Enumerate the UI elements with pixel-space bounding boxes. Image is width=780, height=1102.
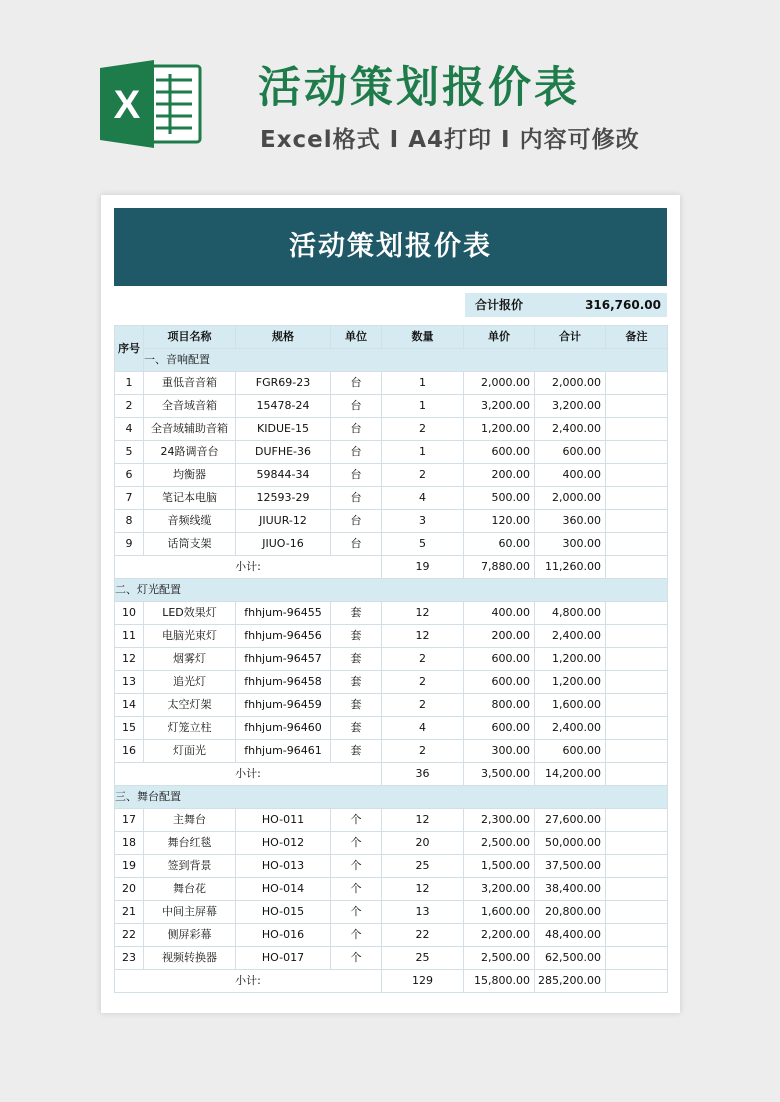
table-row — [115, 372, 668, 395]
row-amount: 2,000.00 — [535, 487, 606, 510]
row-name: 太空灯架 — [144, 694, 236, 717]
row-amount: 300.00 — [535, 533, 606, 556]
row-unit: 个 — [331, 878, 382, 901]
row-name: 全音域辅助音箱 — [144, 418, 236, 441]
table-row — [115, 464, 668, 487]
svg-text:X: X — [113, 83, 141, 127]
header-unit: 单位 — [331, 326, 382, 349]
row-spec: JIUUR-12 — [236, 510, 331, 533]
row-seq: 9 — [115, 533, 144, 556]
row-name: 重低音音箱 — [144, 372, 236, 395]
row-spec: HO-014 — [236, 878, 331, 901]
row-unit: 台 — [331, 372, 382, 395]
subtotal-qty: 129 — [382, 970, 464, 993]
row-remark — [606, 487, 668, 510]
row-name: 视频转换器 — [144, 947, 236, 970]
row-unit: 台 — [331, 464, 382, 487]
row-name: 舞台红毯 — [144, 832, 236, 855]
row-amount: 3,200.00 — [535, 395, 606, 418]
subtotal-label: 小计: — [115, 970, 382, 993]
row-unit: 台 — [331, 418, 382, 441]
row-qty: 4 — [382, 717, 464, 740]
row-name: 烟雾灯 — [144, 648, 236, 671]
row-price: 600.00 — [464, 717, 535, 740]
row-price: 500.00 — [464, 487, 535, 510]
subtotal-remark — [606, 763, 668, 786]
row-seq: 14 — [115, 694, 144, 717]
row-qty: 12 — [382, 602, 464, 625]
row-unit: 套 — [331, 717, 382, 740]
row-name: 灯面光 — [144, 740, 236, 763]
row-name: 全音域音箱 — [144, 395, 236, 418]
row-qty: 1 — [382, 372, 464, 395]
subtotal-row — [115, 970, 668, 993]
row-spec: JIUO-16 — [236, 533, 331, 556]
header-amount: 合计 — [535, 326, 606, 349]
row-price: 800.00 — [464, 694, 535, 717]
row-spec: fhhjum-96460 — [236, 717, 331, 740]
row-seq: 13 — [115, 671, 144, 694]
row-remark — [606, 947, 668, 970]
table-row — [115, 832, 668, 855]
row-amount: 4,800.00 — [535, 602, 606, 625]
row-qty: 2 — [382, 464, 464, 487]
row-qty: 2 — [382, 648, 464, 671]
row-spec: fhhjum-96456 — [236, 625, 331, 648]
row-amount: 1,200.00 — [535, 648, 606, 671]
subtotal-remark — [606, 556, 668, 579]
row-unit: 个 — [331, 855, 382, 878]
row-name: 签到背景 — [144, 855, 236, 878]
subtotal-row — [115, 763, 668, 786]
row-spec: HO-013 — [236, 855, 331, 878]
row-remark — [606, 809, 668, 832]
row-remark — [606, 625, 668, 648]
row-name: 电脑光束灯 — [144, 625, 236, 648]
row-name: 追光灯 — [144, 671, 236, 694]
table-row — [115, 947, 668, 970]
row-price: 600.00 — [464, 671, 535, 694]
row-remark — [606, 464, 668, 487]
section-row — [115, 786, 668, 809]
row-price: 2,500.00 — [464, 832, 535, 855]
subtotal-price: 3,500.00 — [464, 763, 535, 786]
table-row — [115, 441, 668, 464]
table-row — [115, 740, 668, 763]
row-spec: fhhjum-96459 — [236, 694, 331, 717]
subtotal-price: 15,800.00 — [464, 970, 535, 993]
table-row — [115, 901, 668, 924]
row-name: 均衡器 — [144, 464, 236, 487]
excel-logo-icon — [98, 58, 204, 150]
row-qty: 1 — [382, 395, 464, 418]
row-price: 3,200.00 — [464, 878, 535, 901]
row-remark — [606, 740, 668, 763]
row-amount: 600.00 — [535, 740, 606, 763]
row-qty: 2 — [382, 740, 464, 763]
subtotal-label: 小计: — [115, 763, 382, 786]
row-unit: 套 — [331, 671, 382, 694]
row-name: 24路调音台 — [144, 441, 236, 464]
row-qty: 2 — [382, 671, 464, 694]
row-spec: 59844-34 — [236, 464, 331, 487]
row-price: 600.00 — [464, 648, 535, 671]
table-row — [115, 510, 668, 533]
row-unit: 台 — [331, 533, 382, 556]
row-qty: 25 — [382, 855, 464, 878]
row-qty: 3 — [382, 510, 464, 533]
row-amount: 50,000.00 — [535, 832, 606, 855]
row-qty: 5 — [382, 533, 464, 556]
row-price: 200.00 — [464, 625, 535, 648]
row-remark — [606, 717, 668, 740]
row-qty: 12 — [382, 809, 464, 832]
subtotal-remark — [606, 970, 668, 993]
row-price: 3,200.00 — [464, 395, 535, 418]
section-row — [115, 579, 668, 602]
table-row — [115, 625, 668, 648]
row-price: 300.00 — [464, 740, 535, 763]
table-row — [115, 855, 668, 878]
row-unit: 套 — [331, 625, 382, 648]
row-seq: 16 — [115, 740, 144, 763]
row-unit: 个 — [331, 809, 382, 832]
row-seq: 1 — [115, 372, 144, 395]
row-price: 1,500.00 — [464, 855, 535, 878]
row-qty: 12 — [382, 625, 464, 648]
table-row — [115, 533, 668, 556]
row-seq: 20 — [115, 878, 144, 901]
table-row — [115, 694, 668, 717]
row-name: 侧屏彩幕 — [144, 924, 236, 947]
section-title: 一、音响配置 — [144, 349, 668, 372]
row-spec: 15478-24 — [236, 395, 331, 418]
row-amount: 2,000.00 — [535, 372, 606, 395]
row-qty: 2 — [382, 418, 464, 441]
row-unit: 个 — [331, 924, 382, 947]
row-amount: 1,200.00 — [535, 671, 606, 694]
row-seq: 18 — [115, 832, 144, 855]
row-amount: 2,400.00 — [535, 418, 606, 441]
row-seq: 5 — [115, 441, 144, 464]
row-price: 200.00 — [464, 464, 535, 487]
row-price: 1,200.00 — [464, 418, 535, 441]
row-name: 灯笼立柱 — [144, 717, 236, 740]
row-price: 400.00 — [464, 602, 535, 625]
row-unit: 个 — [331, 947, 382, 970]
row-qty: 22 — [382, 924, 464, 947]
row-remark — [606, 901, 668, 924]
row-qty: 2 — [382, 694, 464, 717]
row-remark — [606, 418, 668, 441]
row-seq: 12 — [115, 648, 144, 671]
row-price: 2,300.00 — [464, 809, 535, 832]
row-qty: 20 — [382, 832, 464, 855]
row-qty: 1 — [382, 441, 464, 464]
promo-title: 活动策划报价表 — [258, 63, 580, 113]
row-spec: 12593-29 — [236, 487, 331, 510]
row-remark — [606, 671, 668, 694]
subtotal-amount: 285,200.00 — [535, 970, 606, 993]
row-price: 120.00 — [464, 510, 535, 533]
row-spec: fhhjum-96458 — [236, 671, 331, 694]
row-amount: 2,400.00 — [535, 625, 606, 648]
row-seq: 4 — [115, 418, 144, 441]
row-qty: 4 — [382, 487, 464, 510]
sheet-title-banner: 活动策划报价表 — [114, 208, 667, 286]
row-price: 2,000.00 — [464, 372, 535, 395]
row-spec: fhhjum-96461 — [236, 740, 331, 763]
row-amount: 400.00 — [535, 464, 606, 487]
row-qty: 12 — [382, 878, 464, 901]
subtotal-qty: 36 — [382, 763, 464, 786]
table-row — [115, 717, 668, 740]
row-amount: 27,600.00 — [535, 809, 606, 832]
row-remark — [606, 441, 668, 464]
header-remark: 备注 — [606, 326, 668, 349]
table-row — [115, 924, 668, 947]
row-spec: HO-017 — [236, 947, 331, 970]
subtotal-amount: 14,200.00 — [535, 763, 606, 786]
row-amount: 20,800.00 — [535, 901, 606, 924]
row-unit: 套 — [331, 740, 382, 763]
table-row — [115, 487, 668, 510]
row-name: 主舞台 — [144, 809, 236, 832]
promo-subtitle: Excel格式 I A4打印 I 内容可修改 — [260, 127, 640, 153]
header-qty: 数量 — [382, 326, 464, 349]
row-unit: 套 — [331, 602, 382, 625]
quote-sheet — [101, 195, 680, 1013]
section-title: 二、灯光配置 — [115, 579, 668, 602]
row-unit: 台 — [331, 441, 382, 464]
row-spec: HO-011 — [236, 809, 331, 832]
subtotal-price: 7,880.00 — [464, 556, 535, 579]
row-seq: 10 — [115, 602, 144, 625]
table-row — [115, 809, 668, 832]
row-spec: FGR69-23 — [236, 372, 331, 395]
row-unit: 个 — [331, 901, 382, 924]
row-name: 话筒支架 — [144, 533, 236, 556]
row-remark — [606, 648, 668, 671]
row-name: 笔记本电脑 — [144, 487, 236, 510]
row-price: 2,200.00 — [464, 924, 535, 947]
row-amount: 38,400.00 — [535, 878, 606, 901]
header-spec: 规格 — [236, 326, 331, 349]
row-spec: HO-012 — [236, 832, 331, 855]
section-row — [115, 349, 668, 372]
row-remark — [606, 832, 668, 855]
row-qty: 13 — [382, 901, 464, 924]
row-name: 中间主屏幕 — [144, 901, 236, 924]
header-seq: 序号 — [115, 326, 144, 372]
total-quote-value: 316,760.00 — [585, 298, 661, 312]
row-seq: 2 — [115, 395, 144, 418]
header-name: 项目名称 — [144, 326, 236, 349]
row-spec: KIDUE-15 — [236, 418, 331, 441]
row-unit: 台 — [331, 395, 382, 418]
row-spec: fhhjum-96455 — [236, 602, 331, 625]
row-unit: 套 — [331, 694, 382, 717]
row-price: 600.00 — [464, 441, 535, 464]
row-remark — [606, 395, 668, 418]
row-remark — [606, 510, 668, 533]
row-spec: HO-015 — [236, 901, 331, 924]
subtotal-row — [115, 556, 668, 579]
table-row — [115, 878, 668, 901]
row-amount: 2,400.00 — [535, 717, 606, 740]
section-title: 三、舞台配置 — [115, 786, 668, 809]
row-seq: 19 — [115, 855, 144, 878]
total-quote-box — [465, 293, 667, 317]
row-spec: fhhjum-96457 — [236, 648, 331, 671]
row-remark — [606, 878, 668, 901]
header-price: 单价 — [464, 326, 535, 349]
row-name: 舞台花 — [144, 878, 236, 901]
quote-table — [114, 325, 668, 993]
row-spec: HO-016 — [236, 924, 331, 947]
row-seq: 21 — [115, 901, 144, 924]
row-seq: 6 — [115, 464, 144, 487]
table-row — [115, 671, 668, 694]
row-seq: 22 — [115, 924, 144, 947]
row-remark — [606, 602, 668, 625]
table-row — [115, 395, 668, 418]
row-remark — [606, 533, 668, 556]
row-unit: 套 — [331, 648, 382, 671]
row-qty: 25 — [382, 947, 464, 970]
row-seq: 11 — [115, 625, 144, 648]
row-remark — [606, 372, 668, 395]
table-row — [115, 602, 668, 625]
row-seq: 15 — [115, 717, 144, 740]
row-amount: 48,400.00 — [535, 924, 606, 947]
row-amount: 37,500.00 — [535, 855, 606, 878]
subtotal-label: 小计: — [115, 556, 382, 579]
table-row — [115, 418, 668, 441]
row-price: 1,600.00 — [464, 901, 535, 924]
row-amount: 360.00 — [535, 510, 606, 533]
row-seq: 23 — [115, 947, 144, 970]
row-price: 60.00 — [464, 533, 535, 556]
row-unit: 个 — [331, 832, 382, 855]
row-amount: 62,500.00 — [535, 947, 606, 970]
row-remark — [606, 855, 668, 878]
row-seq: 17 — [115, 809, 144, 832]
row-price: 2,500.00 — [464, 947, 535, 970]
row-amount: 600.00 — [535, 441, 606, 464]
row-remark — [606, 694, 668, 717]
row-spec: DUFHE-36 — [236, 441, 331, 464]
row-unit: 台 — [331, 487, 382, 510]
subtotal-amount: 11,260.00 — [535, 556, 606, 579]
row-seq: 7 — [115, 487, 144, 510]
table-row — [115, 648, 668, 671]
subtotal-qty: 19 — [382, 556, 464, 579]
row-remark — [606, 924, 668, 947]
total-quote-label: 合计报价 — [475, 298, 524, 312]
row-amount: 1,600.00 — [535, 694, 606, 717]
row-name: LED效果灯 — [144, 602, 236, 625]
row-name: 音频线缆 — [144, 510, 236, 533]
row-seq: 8 — [115, 510, 144, 533]
row-unit: 台 — [331, 510, 382, 533]
